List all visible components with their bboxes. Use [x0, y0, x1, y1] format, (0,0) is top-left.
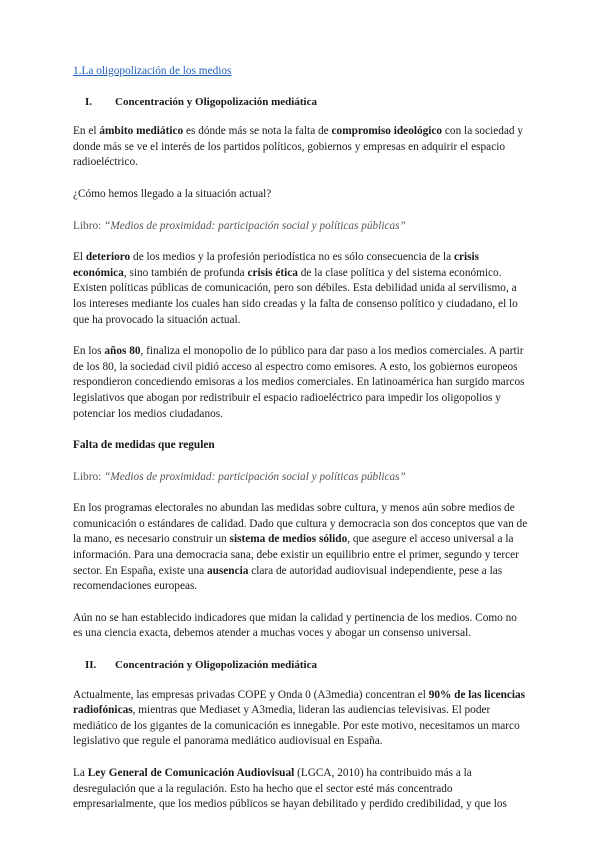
section-number: II. [85, 659, 97, 672]
section-label: Concentración y Oligopolización mediática [115, 95, 317, 108]
paragraph-3: En los años 80, finaliza el monopolio de lo público para dar paso a los medios comerciales. A partir de los 80, la sociedad civil pidió acceso al espectro como emisores. A esto, los gobiernos europeos respondieron concediendo emisoras a los medios comerciales. En latinoamérica han surgido marcos legislativos que abogan por redistribuir el espacio radioeléctrico para impedir los oligopolios y potenciar los medios ciudadanos. [73, 345, 525, 420]
document-page [73, 64, 529, 829]
section-label: Concentración y Oligopolización mediática [115, 659, 317, 672]
section-heading-1 [73, 95, 529, 111]
section-number: I. [85, 95, 93, 108]
book-reference-2: Libro: “Medios de proximidad: participación social y políticas públicas” [73, 470, 406, 483]
subheading: Falta de medidas que regulen [73, 439, 215, 452]
document-title[interactable]: 1.La oligopolización de los medios [73, 65, 232, 77]
paragraph-2: El deterioro de los medios y la profesión periodística no es sólo consecuencia de la crisis económica, sino también de profunda crisis ética de la clase política y del sistema económico. Existen políticas públicas de comunicación, pero son débiles. Esta debilidad unida al servilismo, a los intereses mediante los cuales han sido creadas y la falta de consenso político y ciudadano, el lo que ha provocado la situación actual. [73, 251, 518, 326]
paragraph-4: En los programas electorales no abundan las medidas sobre cultura, y menos aún sobre medios de comunicación o estándares de calidad. Dado que cultura y democracia son dos conceptos que van de la mano, es necesario construir un sistema de medios sólido, que asegure el acceso universal a la información. Para una democracia sana, debe existir un equilibrio entre el primer, segundo y tercer sector. En España, existe una ausencia clara de autoridad audiovisual independiente, pese a las recomendaciones europeas. [73, 502, 528, 593]
paragraph-7: La Ley General de Comunicación Audiovisual (LGCA, 2010) ha contribuido más a la desregulación que a la regulación. Esto ha hecho que el sector esté más concentrado empresarialmente, que los medios públicos se hayan debilitado y perdido credibilidad, y que los [73, 767, 507, 811]
paragraph-1: En el ámbito mediático es dónde más se nota la falta de compromiso ideológico con la sociedad y donde más se ve el interés de los partidos políticos, gobiernos y empresas en adquirir el espacio radioeléctrico. [73, 125, 524, 169]
paragraph-5: Aún no se han establecido indicadores que midan la calidad y pertinencia de los medios. Como no es una ciencia exacta, debemos atender a muchas voces y abogar un consenso universal. [73, 611, 517, 640]
section-heading-2 [73, 658, 529, 674]
paragraph-6: Actualmente, las empresas privadas COPE y Onda 0 (A3media) concentran el 90% de las licencias radiofónicas, mientras que Mediaset y A3media, lideran las audiencias televisivas. El poder mediático de los gigantes de la comunicación es innegable. Por este motivo, necesitamos un marco legislativo que regule el panorama mediático audiovisual en España. [73, 688, 526, 748]
question-text: ¿Cómo hemos llegado a la situación actual? [73, 187, 272, 200]
book-reference-1: Libro: “Medios de proximidad: participación social y políticas públicas” [73, 219, 406, 232]
